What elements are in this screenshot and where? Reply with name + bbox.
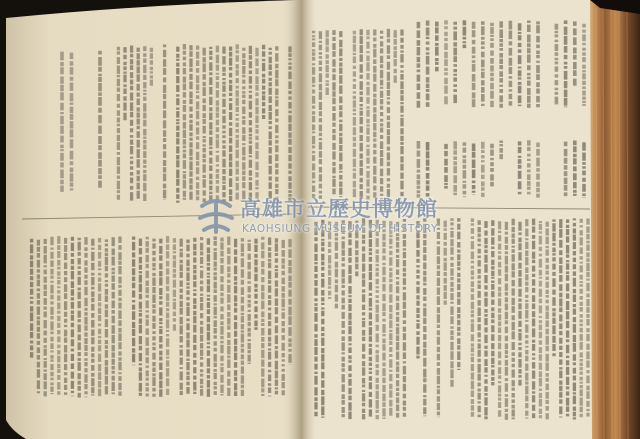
page-edges — [586, 0, 640, 439]
watermark-title: 高雄市立歷史博物館 — [240, 197, 438, 221]
museum-logo-icon — [194, 194, 238, 238]
watermark-subtitle: KAOHSIUNG MUSEUM OF HISTORY — [242, 223, 438, 235]
